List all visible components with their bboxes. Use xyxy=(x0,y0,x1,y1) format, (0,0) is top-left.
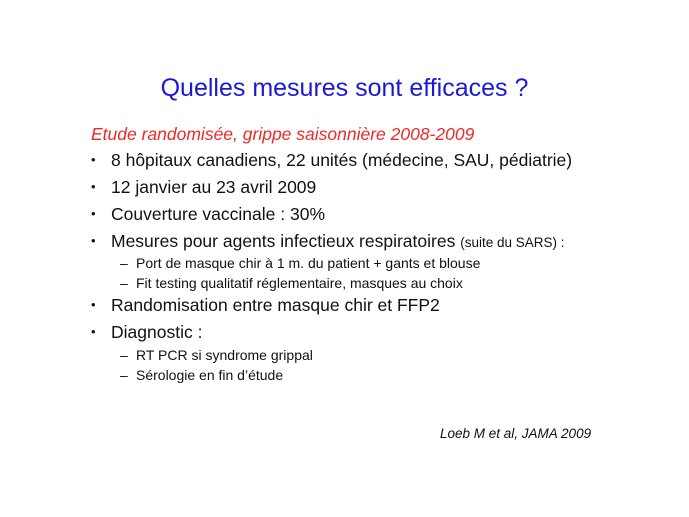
bullet-marker: • xyxy=(91,152,96,167)
sub-item-text: Fit testing qualitatif réglementaire, masques au choix xyxy=(136,275,463,291)
dash-marker: – xyxy=(120,275,128,291)
sub-item-text: RT PCR si syndrome grippal xyxy=(136,347,313,363)
slide-title: Quelles mesures sont efficaces ? xyxy=(160,74,529,102)
slide-subtitle: Etude randomisée, grippe saisonnière 2008-2009 xyxy=(91,124,475,144)
sub-item-text: Sérologie en fin d’étude xyxy=(136,367,284,383)
bullet-marker: • xyxy=(91,324,96,339)
bullet-note: (suite du SARS) : xyxy=(460,235,565,250)
bullet-item xyxy=(91,149,572,171)
bullet-text: Mesures pour agents infectieux respiratoires xyxy=(111,231,456,251)
bullet-text: 8 hôpitaux canadiens, 22 unités (médecine, SAU, pédiatrie) xyxy=(111,150,573,170)
sub-item xyxy=(120,346,313,364)
bullet-item xyxy=(91,230,565,254)
bullet-marker: • xyxy=(91,233,96,248)
citation: Loeb M et al, JAMA 2009 xyxy=(440,426,592,441)
bullet-text: Randomisation entre masque chir et FFP2 xyxy=(111,295,440,315)
dash-marker: – xyxy=(120,347,128,363)
bullet-item xyxy=(91,294,440,316)
bullet-item xyxy=(91,176,316,198)
bullet-marker: • xyxy=(91,179,96,194)
bullet-item xyxy=(91,203,325,225)
dash-marker: – xyxy=(120,367,128,383)
bullet-marker: • xyxy=(91,297,96,312)
sub-item-text: Port de masque chir à 1 m. du patient + gants et blouse xyxy=(136,255,481,271)
bullet-text: Diagnostic : xyxy=(111,322,203,342)
bullet-item xyxy=(91,321,202,343)
dash-marker: – xyxy=(120,255,128,271)
sub-item xyxy=(120,254,480,272)
sub-item xyxy=(120,366,283,384)
bullet-text: 12 janvier au 23 avril 2009 xyxy=(111,177,317,197)
bullet-marker: • xyxy=(91,206,96,221)
bullet-text: Couverture vaccinale : 30% xyxy=(111,204,325,224)
sub-item xyxy=(120,274,463,292)
